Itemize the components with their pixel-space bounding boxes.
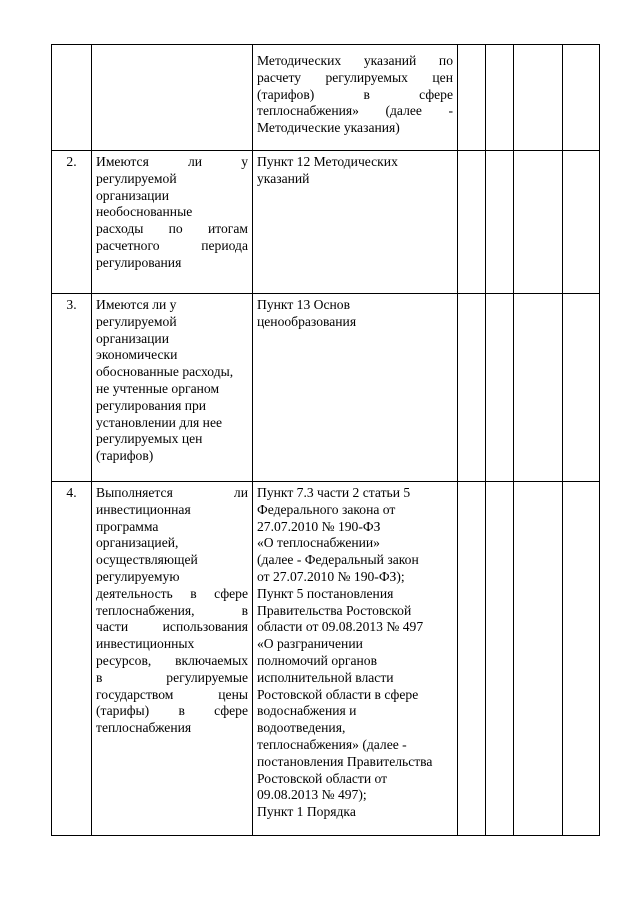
legal-basis-cell [253,151,458,294]
table-row [52,151,600,294]
question-text-line: регулирования при [96,397,207,413]
not-applicable-cell [514,151,563,294]
question-text-line: ресурсов, включаемых [96,652,248,668]
legal-basis-text-line: «О разграничении [257,636,363,652]
legal-basis-text-line: «О теплоснабжении» [257,535,380,551]
legal-basis-text-line: Ростовской области в сфере [257,686,419,702]
question-text-line: осуществляющей [96,552,198,568]
question-text-line: программа [96,518,159,534]
legal-basis-text-line: Пункт 1 Порядка [257,804,356,820]
question-text-line: установлении для нее [96,414,223,430]
not-applicable-cell [514,45,563,151]
legal-basis-text-line: ценообразования [257,313,357,329]
question-text-line: в регулируемые [96,669,248,685]
question-text-line: (тарифов) [96,448,154,464]
question-cell [92,45,253,151]
question-text-line: организацией, [96,535,179,551]
question-text-line: (тарифы) в сфере [96,703,248,719]
notes-cell [563,294,600,482]
question-text-line: регулирования [96,254,182,270]
row-number: 4. [52,482,92,836]
legal-basis-text-line: расчету регулируемых цен [257,69,453,85]
legal-basis-text-line: Пункт 12 Методических [257,154,398,169]
legal-basis-text-line: Правительства Ростовской [257,602,412,618]
table-row [52,482,600,836]
question-text-line: Имеются ли у [96,297,177,312]
legal-basis-text-line: от 27.07.2010 № 190-ФЗ); [257,568,405,584]
row-number [52,45,92,151]
question-text-line: расчетного периода [96,237,248,253]
document-page [51,44,600,836]
answer-yes-cell [458,294,486,482]
question-cell [92,294,253,482]
question-text-line: Выполняется ли [96,485,248,500]
table-row [52,45,600,151]
legal-basis-text-line: (тарифов) в сфере [257,86,453,102]
row-number: 3. [52,294,92,482]
question-text-line: расходы по итогам [96,221,248,237]
notes-cell [563,482,600,836]
question-text-line: регулируемой [96,313,177,329]
question-text-line: инвестиционная [96,501,191,517]
legal-basis-cell [253,482,458,836]
legal-basis-text-line: полномочий органов [257,652,378,668]
legal-basis-text-line: водоснабжения и [257,703,357,719]
question-text-line: инвестиционных [96,636,195,652]
answer-yes-cell [458,151,486,294]
legal-basis-text-line: указаний [257,170,310,186]
legal-basis-text-line: теплоснабжения» (далее - [257,103,453,119]
legal-basis-text-line: (далее - Федеральный закон [257,552,419,568]
legal-basis-text-line: Федерального закона от [257,501,396,517]
question-text-line: части использования [96,619,248,635]
question-text-line: регулируемую [96,568,180,584]
notes-cell [563,45,600,151]
answer-no-cell [486,45,514,151]
question-text-line: необоснованные [96,204,193,220]
question-cell [92,482,253,836]
checklist-table [51,44,600,836]
question-text-line: организации [96,187,169,203]
question-text-line: теплоснабжения, в [96,602,248,618]
legal-basis-cell [253,45,458,151]
legal-basis-cell [253,294,458,482]
legal-basis-text-line: исполнительной власти [257,669,394,685]
legal-basis-text-line: 09.08.2013 № 497); [257,787,367,803]
question-text-line: регулируемой [96,170,177,186]
legal-basis-text-line: Ростовской области от [257,770,388,786]
legal-basis-text-line: постановления Правительства [257,753,433,769]
legal-basis-text-line: Пункт 7.3 части 2 статьи 5 [257,485,411,500]
answer-no-cell [486,294,514,482]
question-text-line: организации [96,330,169,346]
legal-basis-text-line: области от 09.08.2013 № 497 [257,619,424,635]
question-text-line: государством цены [96,686,248,702]
not-applicable-cell [514,482,563,836]
legal-basis-text-line: Методических указаний по [257,53,453,68]
row-number: 2. [52,151,92,294]
question-text-line: теплоснабжения [96,720,192,736]
answer-yes-cell [458,45,486,151]
answer-no-cell [486,151,514,294]
answer-yes-cell [458,482,486,836]
legal-basis-text-line: Пункт 5 постановления [257,585,394,601]
question-text-line: регулируемых цен [96,431,203,447]
notes-cell [563,151,600,294]
question-text-line: не учтенные органом [96,380,220,396]
answer-no-cell [486,482,514,836]
legal-basis-text-line: Пункт 13 Основ [257,297,350,312]
question-text-line: деятельность в сфере [96,585,248,601]
legal-basis-text-line: Методические указания) [257,120,400,136]
legal-basis-text-line: водоотведения, [257,720,346,736]
question-text-line: экономически [96,347,178,363]
legal-basis-text-line: 27.07.2010 № 190-ФЗ [257,518,381,534]
question-text-line: Имеются ли у [96,154,248,169]
table-row [52,294,600,482]
question-cell [92,151,253,294]
legal-basis-text-line: теплоснабжения» (далее - [257,736,407,752]
question-text-line: обоснованные расходы, [96,364,234,380]
not-applicable-cell [514,294,563,482]
